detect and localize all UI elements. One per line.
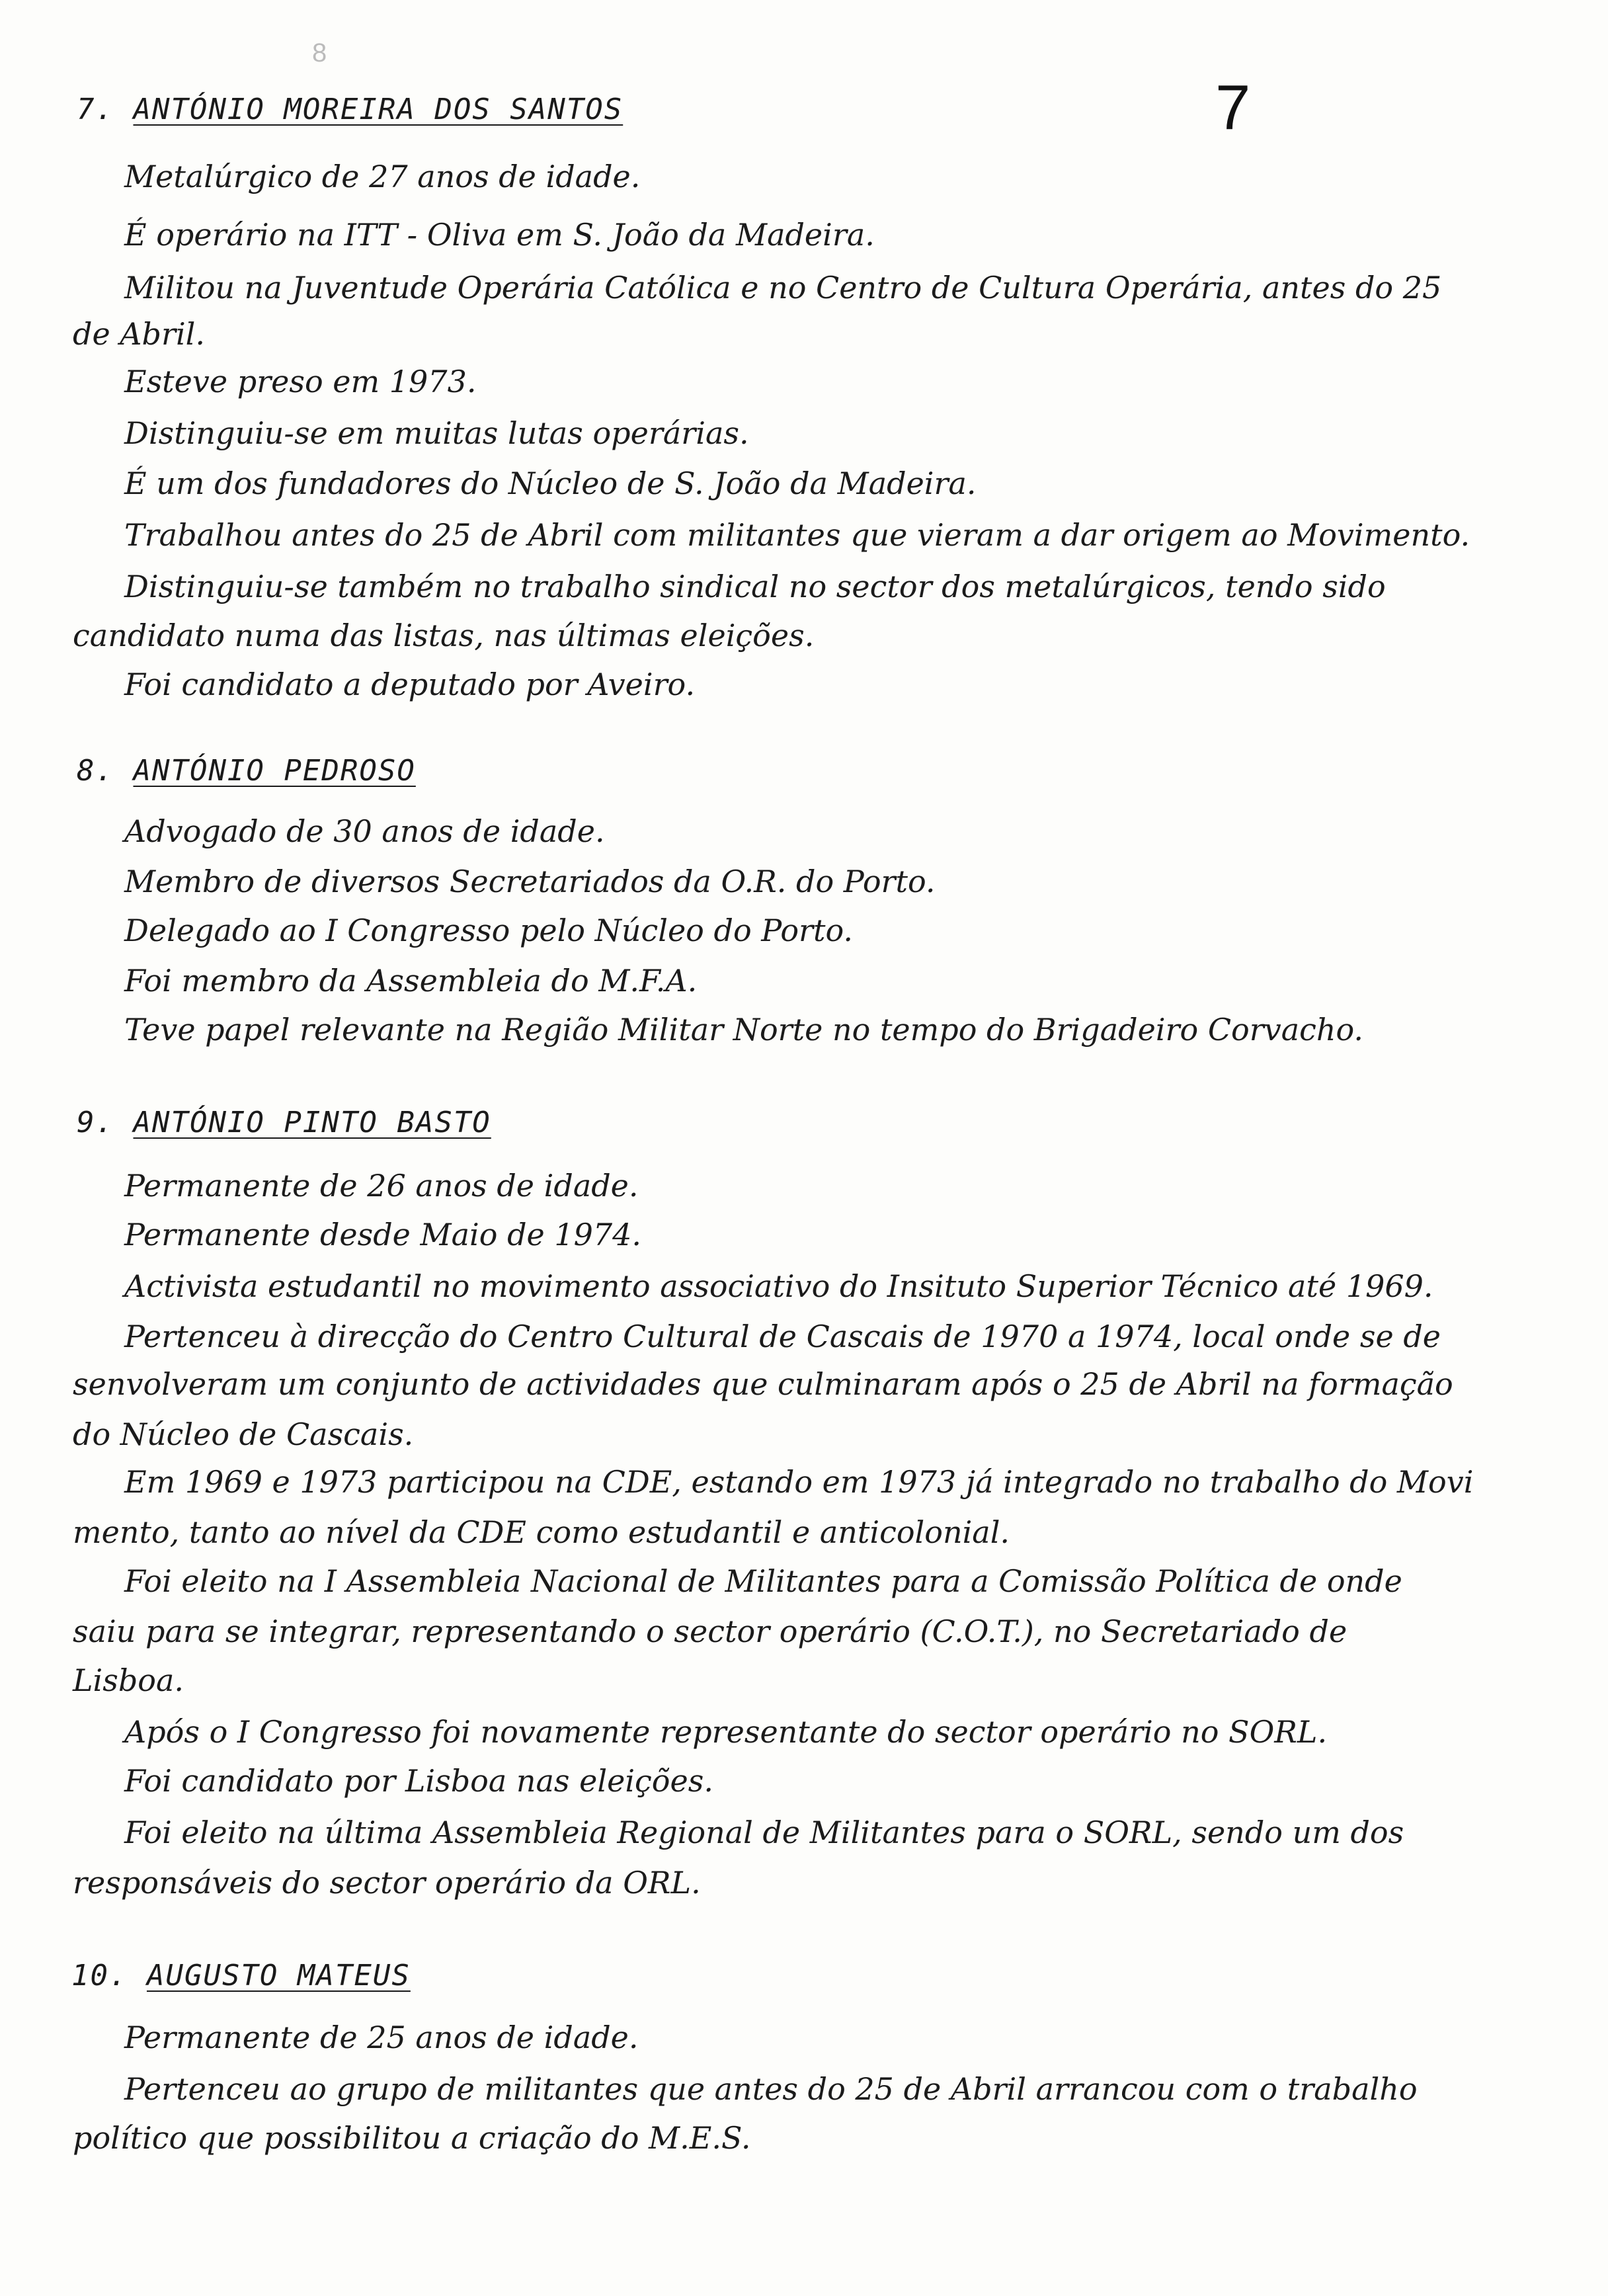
text-line: Militou na Juventude Operária Católica e no Centro de Cultura Operária, antes do 25	[124, 270, 1442, 306]
text-line: Activista estudantil no movimento associativo do Insituto Superior Técnico até 1969.	[124, 1268, 1433, 1304]
text-line: saiu para se integrar, representando o sector operário (C.O.T.), no Secretariado de	[73, 1614, 1347, 1649]
person-name: ANTÓNIO PEDROSO	[133, 754, 416, 788]
section-number: 9.	[77, 1106, 114, 1139]
person-name: AUGUSTO MATEUS	[146, 1959, 411, 1992]
text-line: senvolveram um conjunto de actividades que culminaram após o 25 de Abril na formação	[73, 1366, 1453, 1402]
section-number: 10.	[71, 1959, 128, 1992]
section-number: 8.	[77, 754, 114, 788]
text-line: Foi candidato por Lisboa nas eleições.	[124, 1763, 713, 1799]
person-name: ANTÓNIO PINTO BASTO	[133, 1106, 491, 1139]
text-line: Distinguiu-se em muitas lutas operárias.	[124, 415, 749, 451]
text-line: Metalúrgico de 27 anos de idade.	[124, 159, 641, 194]
text-line: Pertenceu à direcção do Centro Cultural de Cascais de 1970 a 1974, local onde se de	[124, 1319, 1441, 1354]
section-heading	[71, 1959, 411, 1992]
person-name: ANTÓNIO MOREIRA DOS SANTOS	[133, 93, 623, 126]
text-line: Teve papel relevante na Região Militar Norte no tempo do Brigadeiro Corvacho.	[124, 1012, 1364, 1047]
section-heading	[77, 93, 623, 126]
text-line: Permanente de 26 anos de idade.	[124, 1168, 639, 1204]
text-line: Permanente desde Maio de 1974.	[124, 1217, 642, 1252]
text-line: Delegado ao I Congresso pelo Núcleo do Porto.	[124, 913, 854, 948]
text-line: Trabalhou antes do 25 de Abril com militantes que vieram a dar origem ao Movimento.	[124, 517, 1470, 553]
text-line: Esteve preso em 1973.	[124, 364, 477, 399]
text-line: Lisboa.	[73, 1662, 184, 1698]
text-line: Em 1969 e 1973 participou na CDE, estando em 1973 já integrado no trabalho do Movi	[124, 1464, 1474, 1500]
text-line: de Abril.	[73, 316, 205, 352]
page-number: 7	[1215, 72, 1251, 143]
text-line: Membro de diversos Secretariados da O.R. do Porto.	[124, 864, 936, 899]
text-line: É um dos fundadores do Núcleo de S. João da Madeira.	[124, 466, 977, 501]
text-line: Permanente de 25 anos de idade.	[124, 2020, 639, 2055]
text-line: Advogado de 30 anos de idade.	[124, 813, 605, 849]
text-line: responsáveis do sector operário da ORL.	[73, 1865, 701, 1901]
text-line: Foi membro da Assembleia do M.F.A.	[124, 963, 698, 999]
text-line: mento, tanto ao nível da CDE como estudantil e anticolonial.	[73, 1514, 1010, 1550]
section-number: 7.	[77, 93, 114, 126]
text-line: do Núcleo de Cascais.	[73, 1416, 414, 1452]
text-line: É operário na ITT - Oliva em S. João da Madeira.	[124, 217, 875, 253]
section-heading	[77, 754, 416, 788]
section-heading	[77, 1106, 491, 1139]
text-line: Foi candidato a deputado por Aveiro.	[124, 667, 696, 702]
text-line: Foi eleito na I Assembleia Nacional de Militantes para a Comissão Política de onde	[124, 1563, 1402, 1599]
text-line: candidato numa das listas, nas últimas eleições.	[73, 618, 815, 653]
text-line: Distinguiu-se também no trabalho sindical no sector dos metalúrgicos, tendo sido	[124, 569, 1386, 604]
text-line: Pertenceu ao grupo de militantes que antes do 25 de Abril arrancou com o trabalho	[124, 2071, 1418, 2107]
top-mark: 8	[312, 38, 327, 67]
text-line: Foi eleito na última Assembleia Regional de Militantes para o SORL, sendo um dos	[124, 1815, 1404, 1850]
text-line: Após o I Congresso foi novamente representante do sector operário no SORL.	[124, 1714, 1328, 1750]
text-line: político que possibilitou a criação do M.E.S.	[73, 2120, 751, 2156]
